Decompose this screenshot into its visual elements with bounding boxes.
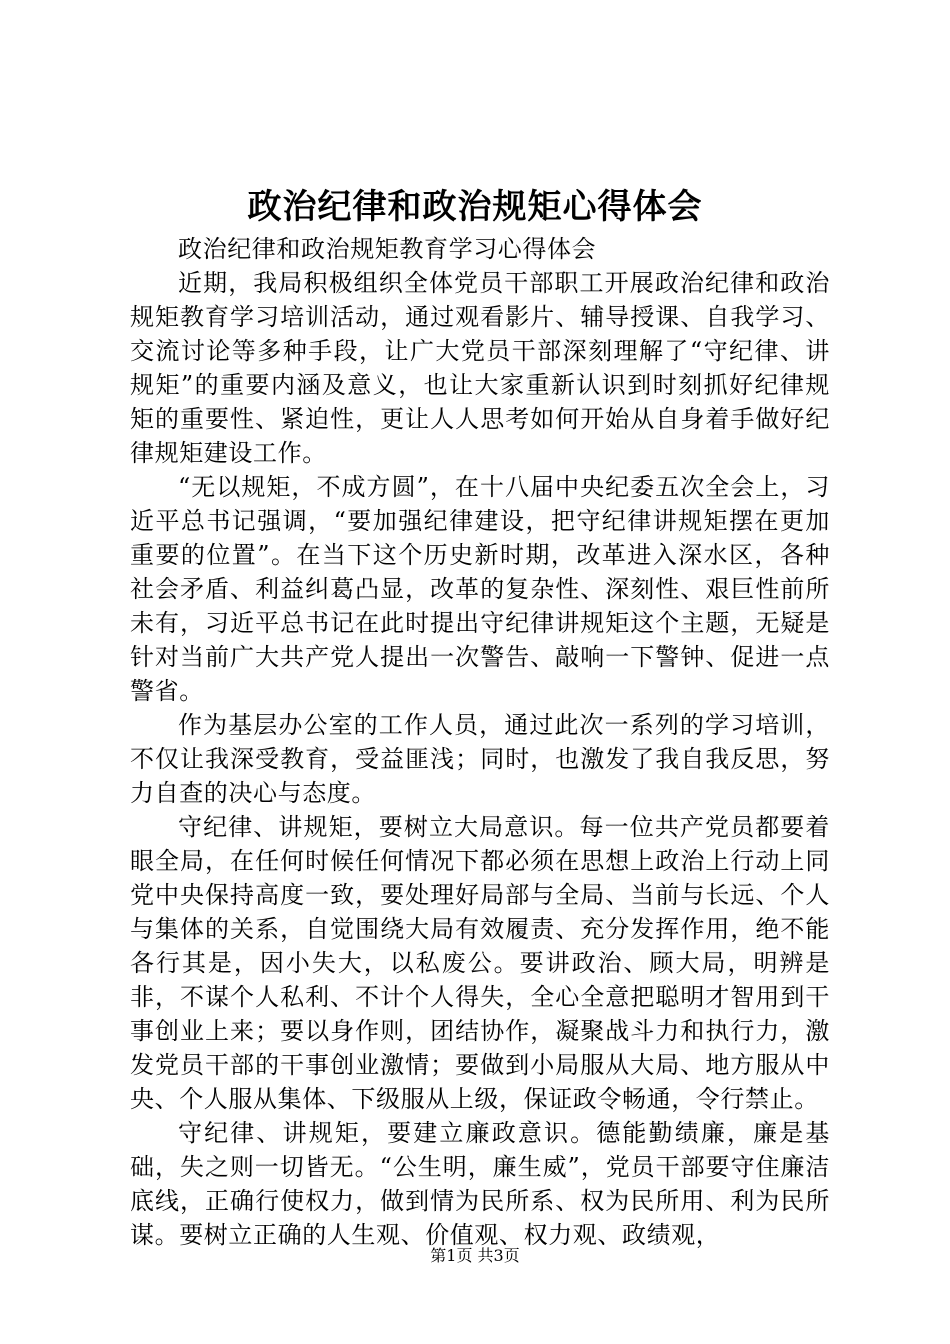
paragraph-5: 守纪律、讲规矩，要建立廉政意识。德能勤绩廉，廉是基础，失之则一切皆无。“公生明，廉生威”，党员干部要守住廉洁底线，正确行使权力，做到情为民所系、权为民所用、利为民所谋。要树立正确的人生观、价值观、权力观、政绩观， — [130, 1119, 830, 1249]
paragraph-1: 近期，我局积极组织全体党员干部职工开展政治纪律和政治规矩教育学习培训活动，通过观看影片、辅导授课、自我学习、交流讨论等多种手段，让广大党员干部深刻理解了“守纪律、讲规矩”的重要内涵及意义，也让大家重新认识到时刻抓好纪律规矩的重要性、紧迫性，更让人人思考如何开始从自身着手做好纪律规矩建设工作。 — [130, 269, 830, 467]
page-footer: 第1页 共3页 — [430, 1246, 520, 1265]
document-body — [130, 232, 830, 1252]
paragraph-3: 作为基层办公室的工作人员，通过此次一系列的学习培训，不仅让我深受教育，受益匪浅；同时，也激发了我自我反思，努力自查的决心与态度。 — [130, 711, 830, 807]
paragraph-4: 守纪律、讲规矩，要树立大局意识。每一位共产党员都要着眼全局，在任何时候任何情况下都必须在思想上政治上行动上同党中央保持高度一致，要处理好局部与全局、当前与长远、个人与集体的关系，自觉围绕大局有效履责、充分发挥作用，绝不能各行其是，因小失大，以私废公。要讲政治、顾大局，明辨是非，不谋个人私利、不计个人得失，全心全意把聪明才智用到干事创业上来；要以身作则，团结协作，凝聚战斗力和执行力，激发党员干部的干事创业激情；要做到小局服从大局、地方服从中央、个人服从集体、下级服从上级，保证政令畅通，令行禁止。 — [130, 813, 830, 1113]
document-subtitle: 政治纪律和政治规矩教育学习心得体会 — [178, 235, 597, 263]
document-title: 政治纪律和政治规矩心得体会 — [247, 187, 703, 227]
paragraph-2: “无以规矩，不成方圆”，在十八届中央纪委五次全会上，习近平总书记强调，“要加强纪律建设，把守纪律讲规矩摆在更加重要的位置”。在当下这个历史新时期，改革进入深水区，各种社会矛盾、利益纠葛凸显，改革的复杂性、深刻性、艰巨性前所未有，习近平总书记在此时提出守纪律讲规矩这个主题，无疑是针对当前广大共产党人提出一次警告、敲响一下警钟、促进一点警省。 — [130, 473, 830, 705]
